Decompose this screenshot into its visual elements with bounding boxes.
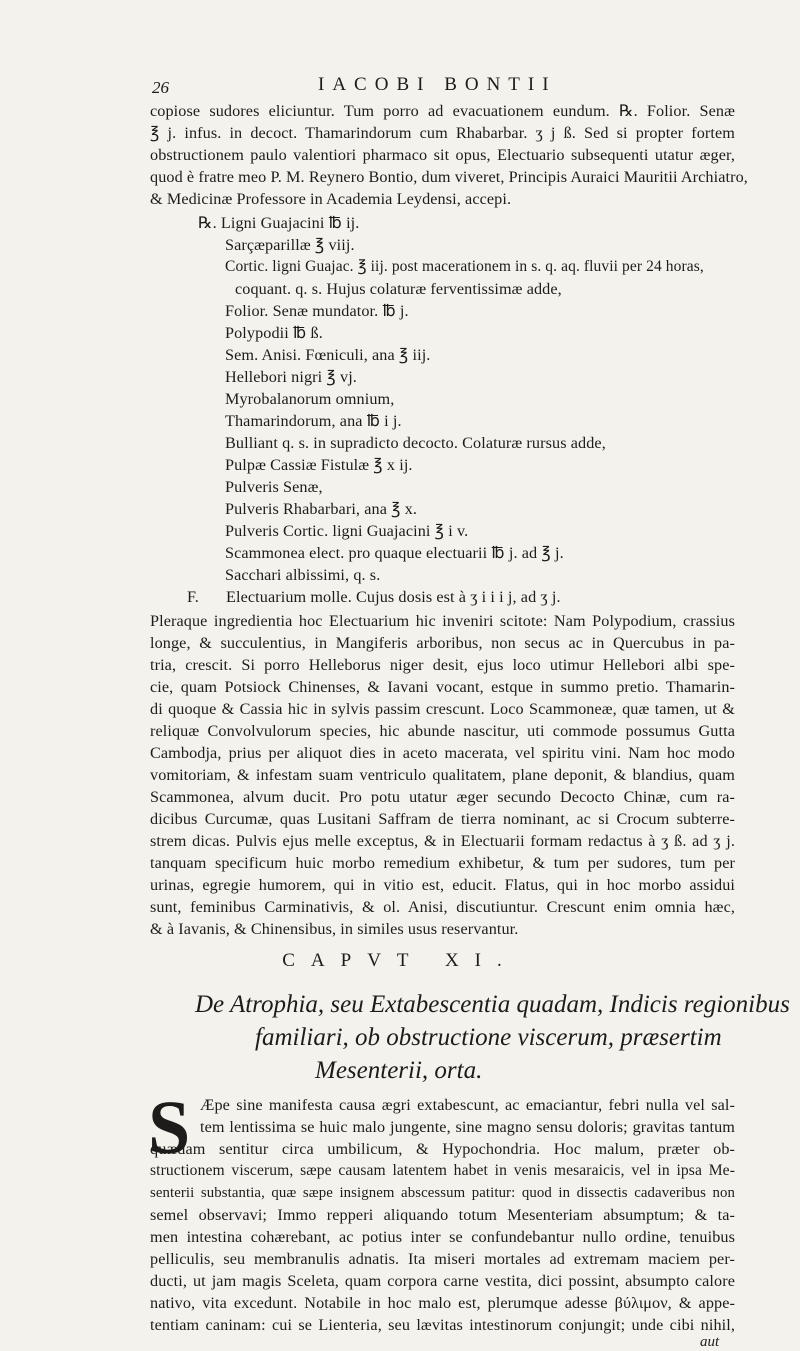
recipe-line: Sarçæparillæ ℥ viij. (225, 236, 355, 254)
text-line: senterii substantia, quæ sæpe insignem abscessum patitur: quod in dissectis cadaveribus non (150, 1185, 735, 1201)
recipe-line: Scammonea elect. pro quaque electuarii ℔ j. ad ℥ j. (225, 544, 564, 562)
catchword: aut (700, 1334, 720, 1350)
text-line: tanquam specificum huic morbo remedium exhibetur, & tum per sudores, tum per (150, 854, 735, 872)
recipe-line: Thamarindorum, ana ℔ i j. (225, 412, 402, 430)
text-line: semel observavi; Immo repperi aliquando totum Mesenteriam absumptum; & ta- (150, 1206, 735, 1224)
text-line: tem lentissima se huic malo jungente, sine magno sensu doloris; gravitas tantum (200, 1118, 735, 1136)
recipe-line: Cortic. ligni Guajac. ℥ iij. post macerationem in s. q. aq. fluvii per 24 horas, (225, 258, 704, 275)
text-line: di quoque & Cassia hic in sylvis passim crescunt. Loco Scammoneæ, quæ tamen, ut & (150, 700, 735, 718)
recipe-line: Electuarium molle. Cujus dosis est à ʒ i i i j, ad ʒ j. (226, 588, 561, 606)
chapter-title-line: Mesenterii, orta. (315, 1057, 483, 1084)
chapter-title-line: De Atrophia, seu Extabescentia quadam, Indicis regionibus (195, 991, 790, 1018)
recipe-marker: F. (187, 588, 199, 606)
text-line: Pleraque ingredientia hoc Electuarium hic inveniri scitote: Nam Polypodium, crassius (150, 612, 735, 630)
text-line: Cambodja, prius per aliquot dies in aceto macerata, vel spiritu vini. Nam hoc modo (150, 744, 735, 762)
text-line: cie, quam Potsiock Chinenses, & Iavani vocant, estque in summo pretio. Thamarin- (150, 678, 735, 696)
text-line: tria, crescit. Si porro Helleborus niger desit, ejus loco utimur Hellebori albi spe- (150, 656, 735, 674)
recipe-line: Pulveris Cortic. ligni Guajacini ℥ i v. (225, 522, 469, 540)
text-line: strem dicas. Pulvis ejus melle exceptus, & in Electuarii formam redactus à ʒ ß. ad ʒ j. (150, 832, 735, 850)
chapter-title-line: familiari, ob obstructione viscerum, præsertim (255, 1024, 722, 1051)
recipe-line: Pulveris Rhabarbari, ana ℥ x. (225, 500, 418, 518)
recipe-line: ℞. Ligni Guajacini ℔ ij. (198, 214, 360, 232)
running-title: IACOBI BONTII (318, 74, 557, 95)
text-line: copiose sudores eliciuntur. Tum porro ad evacuationem eundum. ℞. Folior. Senæ (150, 102, 735, 120)
text-line: ducti, ut jam magis Sceleta, quam corpora carne vestita, dici possint, absumpto calore (150, 1272, 735, 1290)
text-line: urinas, egregie humorem, qui in vitio est, educit. Flatus, qui in hoc morbo assidui (150, 876, 735, 894)
text-line: quædam sentitur circa umbilicum, & Hypochondria. Hoc malum, præter ob- (150, 1140, 735, 1158)
recipe-line: coquant. q. s. Hujus colaturæ ferventissimæ adde, (235, 280, 562, 298)
recipe-line: Pulveris Senæ, (225, 478, 323, 496)
text-line: men intestina cohærebant, ac potius inter se confundebantur nullo ordine, tenuibus (150, 1228, 735, 1246)
text-line: ℥ j. infus. in decoct. Thamarindorum cum Rhabarbar. ʒ j ß. Sed si propter fortem (150, 124, 735, 142)
recipe-line: Sacchari albissimi, q. s. (225, 566, 381, 584)
text-line: obstructionem paulo valentiori pharmaco sit opus, Electuario subsequenti utatur æger, (150, 146, 735, 164)
text-line: & à Iavanis, & Chinensibus, in similes usus reservantur. (150, 920, 519, 938)
text-line: tentiam caninam: cui se Lienteria, seu lævitas intestinorum conjungit; unde cibi nihil, (150, 1316, 735, 1334)
text-line: reliquæ Convolvulorum species, hic abunde nascitur, uti commode possumus Gutta (150, 722, 735, 740)
text-line: Scammonea, alvum ducit. Pro potu utatur æger secundo Decocto Chinæ, cum ra- (150, 788, 735, 806)
text-line: pelliculis, seu membranulis adnatis. Ita miseri mortales ad extremam maciem per- (150, 1250, 735, 1268)
recipe-line: Hellebori nigri ℥ vj. (225, 368, 357, 386)
text-line: longe, & succulentius, in Mangiferis arboribus, non secus ac in Quercubus in pa- (150, 634, 735, 652)
page-number: 26 (152, 78, 169, 97)
drop-cap: S (148, 1086, 191, 1170)
text-line: dicibus Curcumæ, quas Lusitani Saffram de tierra nominant, ac si Crocum subterre- (150, 810, 735, 828)
recipe-line: Sem. Anisi. Fœniculi, ana ℥ iij. (225, 346, 431, 364)
text-line: vomitoriam, & infestam suam ventriculo qualitatem, plane deponit, & blandius, quam (150, 766, 735, 784)
recipe-line: Myrobalanorum omnium, (225, 390, 395, 408)
text-line: quod è fratre meo P. M. Reynero Bontio, dum viveret, Principis Auraici Mauritii Archiatro, (150, 168, 748, 186)
text-line: Æpe sine manifesta causa ægri extabescunt, ac emaciantur, febri nulla vel sal- (200, 1096, 735, 1114)
recipe-line: Pulpæ Cassiæ Fistulæ ℥ x ij. (225, 456, 413, 474)
chapter-heading: CAPVT XI. (282, 950, 518, 971)
text-line: sunt, feminibus Carminativis, & ol. Anisi, discutiuntur. Crescunt enim omnia hæc, (150, 898, 735, 916)
recipe-line: Polypodii ℔ ß. (225, 324, 323, 342)
recipe-line: Folior. Senæ mundator. ℔ j. (225, 302, 409, 320)
text-line: nativo, vita excedunt. Notabile in hoc malo est, plerumque adesse βύλιμον, & appe- (150, 1294, 735, 1312)
text-line: & Medicinæ Professore in Academia Leydensi, accepi. (150, 190, 512, 208)
text-line: structionem viscerum, sæpe causam latentem habet in venis mesaraicis, vel in ipsa Me- (150, 1162, 735, 1179)
recipe-line: Bulliant q. s. in supradicto decocto. Colaturæ rursus adde, (225, 434, 606, 452)
